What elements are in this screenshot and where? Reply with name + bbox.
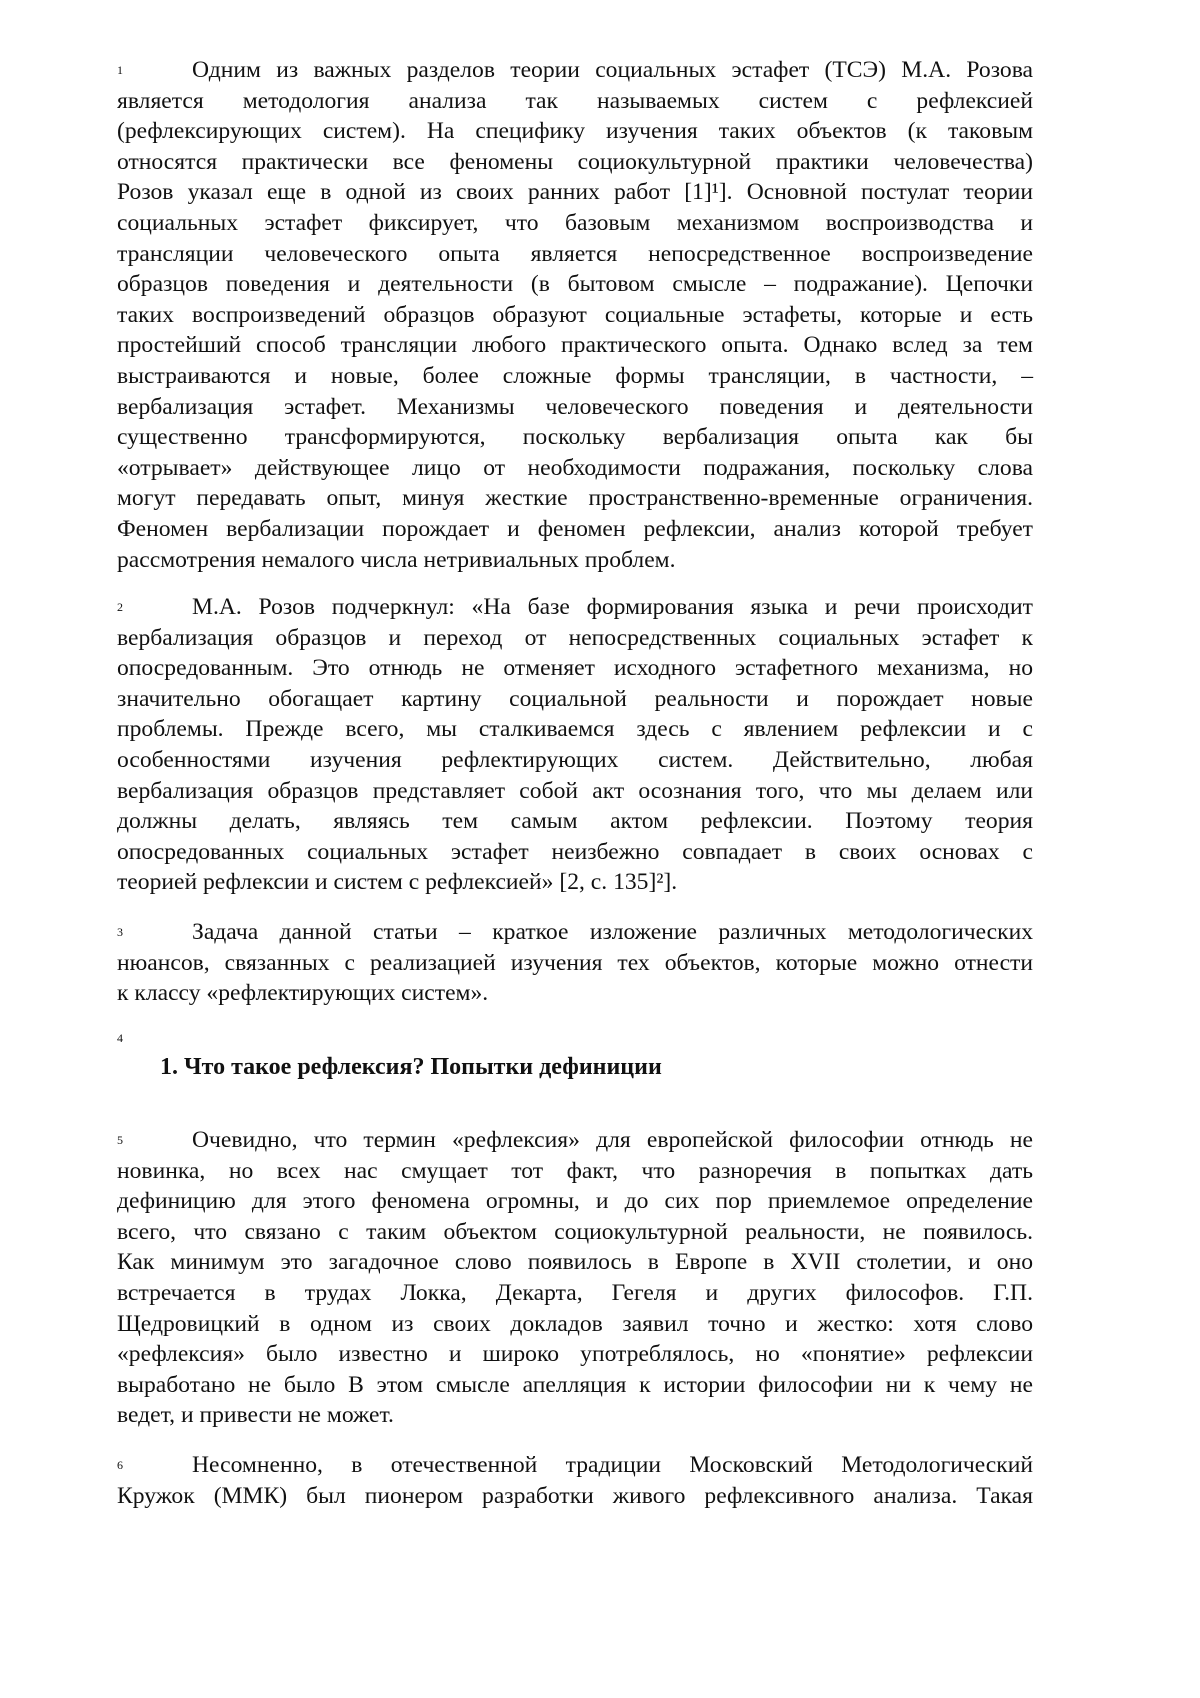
text-line: (рефлексирующих систем). На специфику изучения таких объектов (к таковым bbox=[117, 116, 1033, 147]
paragraph-3 bbox=[117, 917, 1033, 1009]
paragraph-number: 5 bbox=[117, 1133, 123, 1147]
text-line: опосредованных социальных эстафет неизбежно совпадает в своих основах с bbox=[117, 837, 1033, 868]
text-line: Розов указал еще в одной из своих ранних работ [1]¹]. Основной постулат теории bbox=[117, 177, 1033, 208]
paragraph-number: 1 bbox=[117, 63, 123, 77]
text-line: существенно трансформируются, поскольку вербализация опыта как бы bbox=[117, 422, 1033, 453]
text-line: Щедровицкий в одном из своих докладов заявил точно и жестко: хотя слово bbox=[117, 1309, 1033, 1340]
paragraph-1 bbox=[117, 55, 1033, 575]
text-line: Очевидно, что термин «рефлексия» для европейской философии отнюдь не bbox=[117, 1125, 1033, 1156]
text-line: трансляции человеческого опыта является непосредственное воспроизведение bbox=[117, 239, 1033, 270]
text-line: дефиницию для этого феномена огромны, и до сих пор приемлемое определение bbox=[117, 1186, 1033, 1217]
text-line: социальных эстафет фиксирует, что базовым механизмом воспроизводства и bbox=[117, 208, 1033, 239]
paragraph-2 bbox=[117, 592, 1033, 898]
text-line: Задача данной статьи – краткое изложение различных методологических bbox=[117, 917, 1033, 948]
text-line: таких воспроизведений образцов образуют социальные эстафеты, которые и есть bbox=[117, 300, 1033, 331]
text-line: встречается в трудах Локка, Декарта, Гегеля и других философов. Г.П. bbox=[117, 1278, 1033, 1309]
text-line: ведет, и привести не может. bbox=[117, 1400, 1033, 1431]
text-line: нюансов, связанных с реализацией изучения тех объектов, которые можно отнести bbox=[117, 948, 1033, 979]
text-line: Одним из важных разделов теории социальных эстафет (ТСЭ) М.А. Розова bbox=[117, 55, 1033, 86]
text-line: могут передавать опыт, минуя жесткие пространственно-временные ограничения. bbox=[117, 483, 1033, 514]
text-line: к классу «рефлектирующих систем». bbox=[117, 978, 1033, 1009]
text-line: значительно обогащает картину социальной реальности и порождает новые bbox=[117, 684, 1033, 715]
text-line: является методология анализа так называемых систем с рефлексией bbox=[117, 86, 1033, 117]
text-line: рассмотрения немалого числа нетривиальных проблем. bbox=[117, 545, 1033, 576]
text-line: опосредованным. Это отнюдь не отменяет исходного эстафетного механизма, но bbox=[117, 653, 1033, 684]
paragraph-number: 6 bbox=[117, 1458, 123, 1472]
text-line: простейший способ трансляции любого практического опыта. Однако вслед за тем bbox=[117, 330, 1033, 361]
text-line: новинка, но всех нас смущает тот факт, что разноречия в попытках дать bbox=[117, 1156, 1033, 1187]
text-line: вербализация образцов и переход от непосредственных социальных эстафет к bbox=[117, 623, 1033, 654]
text-line: должны делать, являясь тем самым актом рефлексии. Поэтому теория bbox=[117, 806, 1033, 837]
text-line: теорией рефлексии и систем с рефлексией» [2, с. 135]²]. bbox=[117, 867, 1033, 898]
text-line: Кружок (ММК) был пионером разработки живого рефлексивного анализа. Такая bbox=[117, 1481, 1033, 1512]
section-heading: 1. Что такое рефлексия? Попытки дефиниции bbox=[160, 1052, 662, 1082]
paragraph-number: 4 bbox=[117, 1031, 123, 1045]
text-line: Феномен вербализации порождает и феномен рефлексии, анализ которой требует bbox=[117, 514, 1033, 545]
text-line: «отрывает» действующее лицо от необходимости подражания, поскольку слова bbox=[117, 453, 1033, 484]
paragraph-number: 2 bbox=[117, 600, 123, 614]
text-line: особенностями изучения рефлектирующих систем. Действительно, любая bbox=[117, 745, 1033, 776]
text-line: Как минимум это загадочное слово появилось в Европе в XVII столетии, и оно bbox=[117, 1247, 1033, 1278]
text-line: всего, что связано с таким объектом социокультурной реальности, не появилось. bbox=[117, 1217, 1033, 1248]
text-line: Несомненно, в отечественной традиции Московский Методологический bbox=[117, 1450, 1033, 1481]
text-line: «рефлексия» было известно и широко употреблялось, но «понятие» рефлексии bbox=[117, 1339, 1033, 1370]
paragraph-number: 3 bbox=[117, 925, 123, 939]
text-line: выработано не было В этом смысле апелляция к истории философии ни к чему не bbox=[117, 1370, 1033, 1401]
paragraph-6 bbox=[117, 1450, 1033, 1511]
paragraph-5 bbox=[117, 1125, 1033, 1431]
text-line: вербализация эстафет. Механизмы человеческого поведения и деятельности bbox=[117, 392, 1033, 423]
text-line: относятся практически все феномены социокультурной практики человечества) bbox=[117, 147, 1033, 178]
text-line: М.А. Розов подчеркнул: «На базе формирования языка и речи происходит bbox=[117, 592, 1033, 623]
text-line: проблемы. Прежде всего, мы сталкиваемся здесь с явлением рефлексии и с bbox=[117, 714, 1033, 745]
text-line: вербализация образцов представляет собой акт осознания того, что мы делаем или bbox=[117, 776, 1033, 807]
text-line: образцов поведения и деятельности (в бытовом смысле – подражание). Цепочки bbox=[117, 269, 1033, 300]
text-line: выстраиваются и новые, более сложные формы трансляции, в частности, – bbox=[117, 361, 1033, 392]
